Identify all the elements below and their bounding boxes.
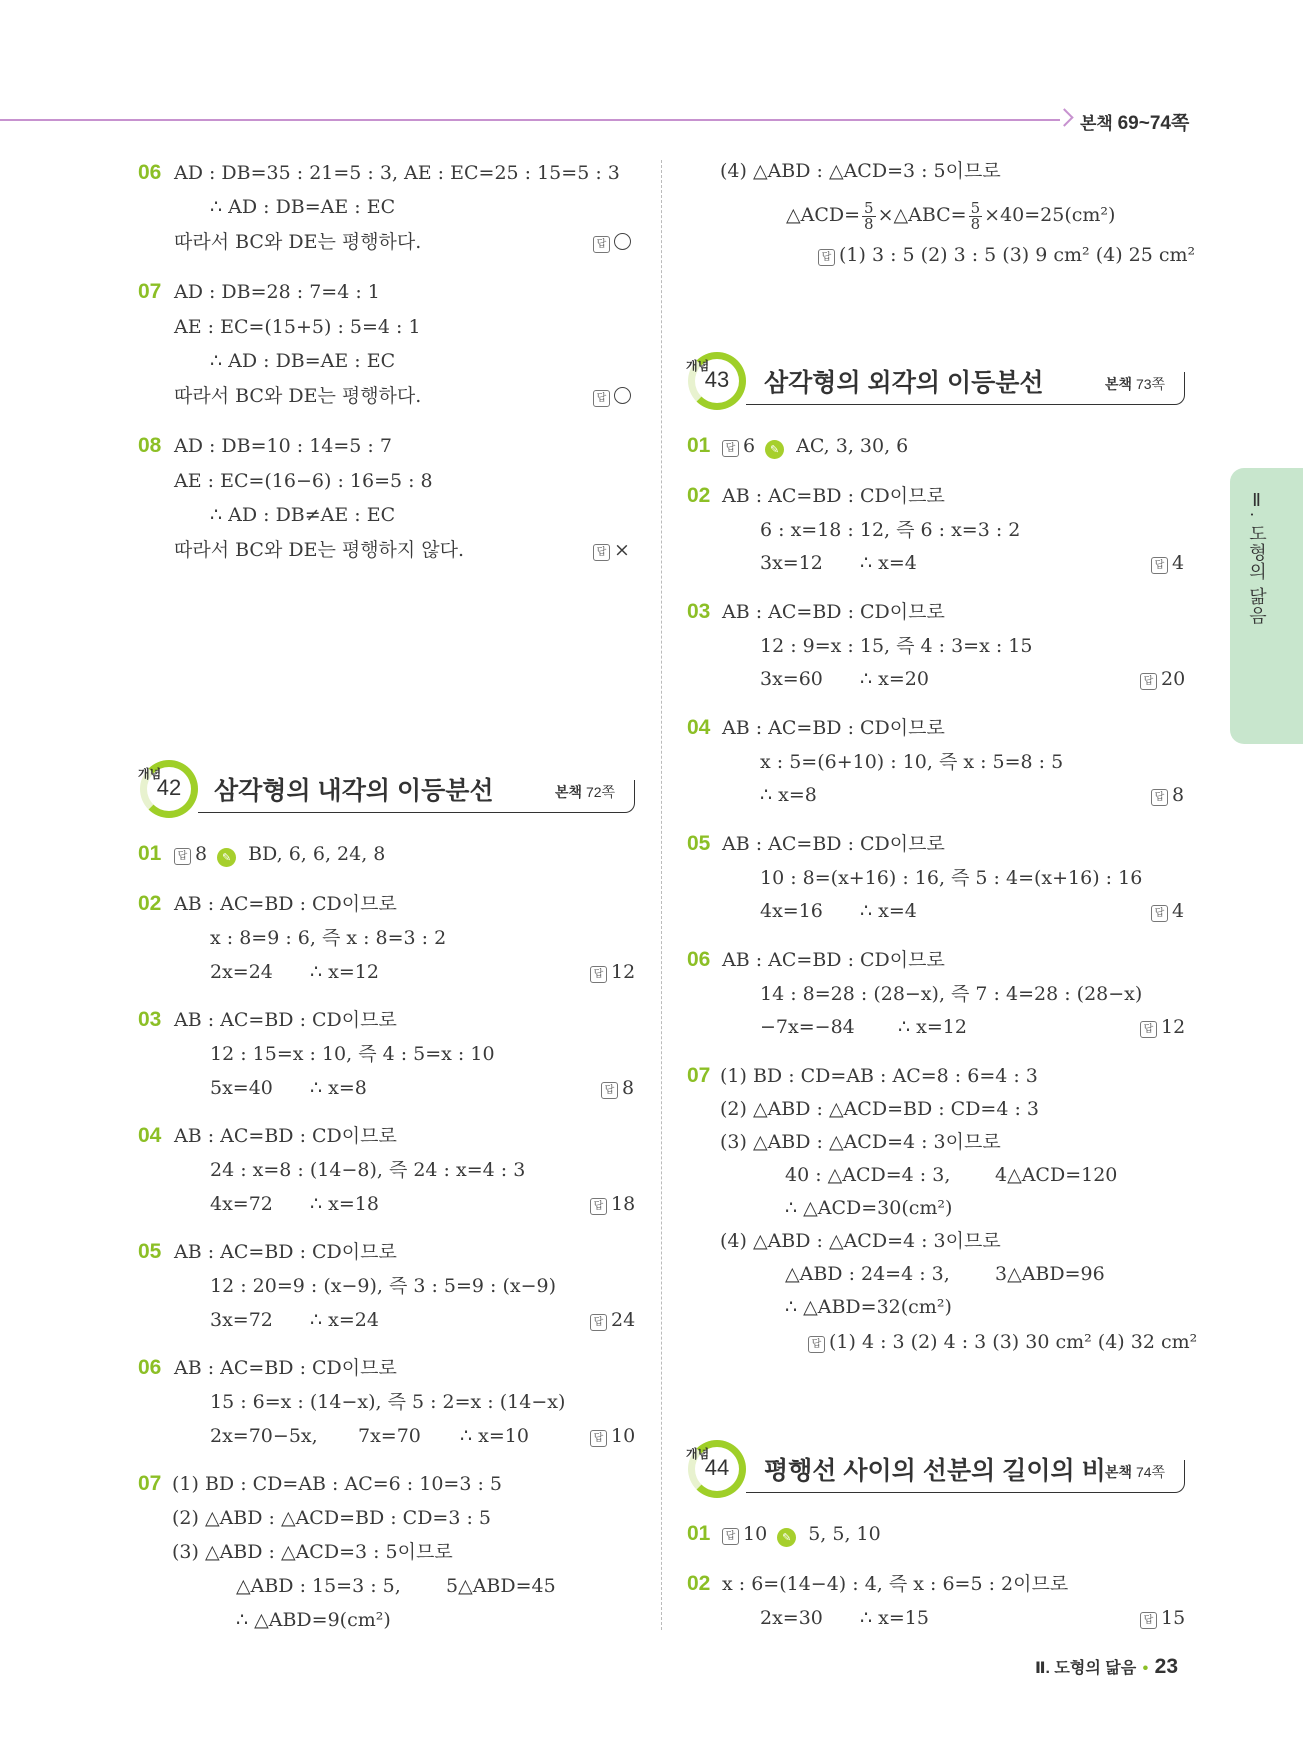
answer-icon: 답 [601, 1082, 618, 1099]
problem-number: 02 [138, 892, 162, 915]
section-underline-cap [1174, 1460, 1185, 1493]
problem-number: 01 [687, 1522, 711, 1545]
problem-number: 02 [687, 484, 711, 507]
answer-icon: 답 [1140, 1021, 1157, 1038]
answer-icon: 답 [590, 1430, 607, 1447]
section-number: 44 [704, 1455, 730, 1480]
answer [593, 384, 631, 408]
solution-line: 12 : 9=x : 15, 즉 4 : 3=x : 15 [760, 635, 1033, 657]
answer-icon: 답 [593, 390, 610, 407]
solution-line: AD : DB=35 : 21=5 : 3, AE : EC=25 : 15=5 : 3 [174, 162, 620, 184]
book-page-ref: 본책 69~74쪽 [1080, 113, 1190, 134]
circle-icon [614, 387, 631, 404]
solution-line: ∴ △ABD=32(cm²) [785, 1296, 952, 1318]
page-number: 23 [1154, 1655, 1179, 1678]
solution-line: AE : EC=(16−6) : 16=5 : 8 [174, 470, 433, 492]
solution-line: 4x=16 [760, 900, 823, 922]
answer: 답 18 [590, 1192, 635, 1216]
section-label: 개념 [686, 359, 710, 373]
solution-line: (1) BD : CD=AB : AC=8 : 6=4 : 3 [720, 1065, 1038, 1087]
solution-line: AD : DB=28 : 7=4 : 1 [174, 281, 380, 303]
solution-line: 12 : 20=9 : (x−9), 즉 3 : 5=9 : (x−9) [210, 1275, 557, 1297]
solution-line: (3) △ABD : △ACD=4 : 3이므로 [720, 1131, 1001, 1153]
problem-number: 04 [687, 716, 711, 739]
solution-line: ∴ x=20 [860, 668, 929, 690]
pencil-icon: ✎ [217, 848, 236, 867]
solution-line: 2x=30 [760, 1607, 823, 1629]
solution-line: −7x=−84 [760, 1016, 855, 1038]
problem-number: 02 [687, 1572, 711, 1595]
problem-number: 08 [138, 434, 162, 457]
answer: 답 12 [590, 960, 635, 984]
problem-number: 01 [138, 842, 162, 865]
answer-icon: 답 [1151, 905, 1168, 922]
solution-line: AE : EC=(15+5) : 5=4 : 1 [174, 316, 421, 338]
solution-line: AD : DB=10 : 14=5 : 7 [174, 435, 392, 457]
answer-icon: 답 [722, 440, 739, 457]
problem-number: 04 [138, 1124, 162, 1147]
fraction: $\frac{5}{8}$ [864, 198, 874, 233]
solution-line: AB : AC=BD : CD이므로 [722, 601, 945, 623]
answer: 답 8 [601, 1076, 634, 1100]
solution-line: 7x=70 [358, 1425, 421, 1447]
fraction: $\frac{5}{8}$ [970, 198, 981, 233]
chevron-right-icon [1055, 108, 1073, 126]
problem-number: 03 [687, 600, 711, 623]
section-page-ref: 본책 73쪽 [1105, 376, 1166, 392]
solution-line: ∴ △ACD=30(cm²) [785, 1197, 953, 1219]
problem-number: 06 [138, 161, 162, 184]
answer: 답 × [593, 538, 630, 562]
solution-line: ∴ x=10 [460, 1425, 529, 1447]
solution-line: AB : AC=BD : CD이므로 [722, 717, 945, 739]
solution-line: x : 8=9 : 6, 즉 x : 8=3 : 2 [210, 927, 447, 949]
solution-line: (1) BD : CD=AB : AC=6 : 10=3 : 5 [172, 1473, 502, 1495]
solution-line: x : 6=(14−4) : 4, 즉 x : 6=5 : 2이므로 [722, 1573, 1069, 1595]
solution-line: AB : AC=BD : CD이므로 [174, 1125, 397, 1147]
solution-line: x : 5=(6+10) : 10, 즉 x : 5=8 : 5 [760, 751, 1064, 773]
section-label: 개념 [686, 1447, 710, 1461]
answer-icon: 답 [1140, 673, 1157, 690]
solution-line: AB : AC=BD : CD이므로 [722, 485, 945, 507]
problem-number: 06 [687, 948, 711, 971]
solution-line: ∴ AD : DB≠AE : EC [210, 504, 396, 526]
answer: 답 15 [1140, 1606, 1185, 1630]
answer: 답 (1) 4 : 3 (2) 4 : 3 (3) 30 cm² (4) 32 cm² [808, 1330, 1197, 1354]
solution-line: 3x=60 [760, 668, 823, 690]
solution-line: 따라서 BC와 DE는 평행하다. [174, 231, 422, 253]
problem-number: 03 [138, 1008, 162, 1031]
solution-line: AB : AC=BD : CD이므로 [174, 1241, 397, 1263]
section-page-ref: 본책 72쪽 [555, 784, 616, 800]
circle-icon [614, 233, 631, 250]
solution-line: 3x=12 [760, 552, 823, 574]
section-number: 43 [704, 367, 730, 392]
solution-line: 14 : 8=28 : (28−x), 즉 7 : 4=28 : (28−x) [760, 983, 1143, 1005]
section-page-ref: 본책 74쪽 [1105, 1464, 1166, 1480]
solution-line: ∴ x=12 [310, 961, 379, 983]
answer: 답 12 [1140, 1015, 1185, 1039]
solution-line: AB : AC=BD : CD이므로 [174, 1009, 397, 1031]
solution-line: 12 : 15=x : 10, 즉 4 : 5=x : 10 [210, 1043, 495, 1065]
problem-number: 07 [138, 280, 162, 303]
answer: 답 4 [1151, 899, 1184, 923]
answer: 답 (1) 3 : 5 (2) 3 : 5 (3) 9 cm² (4) 25 cm² [818, 243, 1195, 267]
section-number: 42 [156, 775, 182, 800]
solution-line: AB : AC=BD : CD이므로 [174, 1357, 397, 1379]
solution-line: ∴ x=8 [310, 1077, 367, 1099]
solution-line: 10 : 8=(x+16) : 16, 즉 5 : 4=(x+16) : 16 [760, 867, 1143, 889]
header-rule [0, 119, 1060, 121]
answer-icon: 답 [722, 1528, 739, 1545]
problem-number: 07 [687, 1064, 711, 1087]
answer-icon: 답 [590, 1198, 607, 1215]
answer: 답 24 [590, 1308, 635, 1332]
solution-line: ∴ x=8 [760, 784, 817, 806]
section-underline-cap [624, 780, 635, 813]
solution-line: (2) △ABD : △ACD=BD : CD=4 : 3 [720, 1098, 1040, 1120]
solution-line: AB : AC=BD : CD이므로 [722, 949, 945, 971]
answer [593, 230, 631, 254]
answer-icon: 답 [174, 848, 191, 865]
answer-fill: 답 8 ✎ BD, 6, 6, 24, 8 [174, 842, 385, 867]
solution-line: ∴ x=4 [860, 900, 917, 922]
chapter-tab-label: Ⅱ. 도형의 닮음 [1247, 490, 1267, 626]
solution-line: ∴ x=18 [310, 1193, 379, 1215]
solution-line: 2x=24 [210, 961, 273, 983]
solution-line: AB : AC=BD : CD이므로 [174, 893, 397, 915]
problem-number: 05 [687, 832, 711, 855]
solution-line: 15 : 6=x : (14−x), 즉 5 : 2=x : (14−x) [210, 1391, 566, 1413]
answer-icon: 답 [818, 249, 835, 266]
solution-line: ∴ AD : DB=AE : EC [210, 350, 396, 372]
section-title: 삼각형의 외각의 이등분선 [764, 369, 1044, 397]
answer: 답 4 [1151, 551, 1184, 575]
solution-line: 4△ACD=120 [995, 1164, 1118, 1186]
answer-icon: 답 [590, 1314, 607, 1331]
solution-line: (2) △ABD : △ACD=BD : CD=3 : 5 [172, 1507, 492, 1529]
solution-line: ∴ x=12 [898, 1016, 967, 1038]
solution-line: △ABD : 15=3 : 5, [236, 1575, 401, 1597]
section-underline [746, 404, 1174, 405]
solution-line: ∴ △ABD=9(cm²) [236, 1609, 391, 1631]
answer-fill: 답 6 ✎ AC, 3, 30, 6 [722, 434, 908, 459]
section-title: 삼각형의 내각의 이등분선 [214, 777, 494, 805]
answer-icon: 답 [1151, 789, 1168, 806]
answer: 답 10 [590, 1424, 635, 1448]
answer-icon: 답 [808, 1336, 825, 1353]
solution-line: (3) △ABD : △ACD=3 : 5이므로 [172, 1541, 453, 1563]
solution-line: ∴ AD : DB=AE : EC [210, 196, 396, 218]
problem-number: 01 [687, 434, 711, 457]
pencil-icon: ✎ [765, 440, 784, 459]
solution-line: 따라서 BC와 DE는 평행하다. [174, 385, 422, 407]
column-divider [661, 160, 662, 1630]
problem-number: 06 [138, 1356, 162, 1379]
solution-line: △ABD : 24=4 : 3, [785, 1263, 950, 1285]
solution-line: 3x=72 [210, 1309, 273, 1331]
solution-line: 3△ABD=96 [995, 1263, 1105, 1285]
answer-icon: 답 [593, 236, 610, 253]
section-title: 평행선 사이의 선분의 길이의 비 [764, 1457, 1106, 1485]
answer: 답 20 [1140, 667, 1185, 691]
solution-line: 6 : x=18 : 12, 즉 6 : x=3 : 2 [760, 519, 1021, 541]
solution-line: 4x=72 [210, 1193, 273, 1215]
page-footer: Ⅱ. 도형의 닮음 • 23 [1035, 1655, 1179, 1678]
pencil-icon: ✎ [777, 1528, 796, 1547]
section-underline-cap [1174, 372, 1185, 405]
section-underline [746, 1492, 1174, 1493]
solution-line: ∴ x=24 [310, 1309, 379, 1331]
section-label: 개념 [138, 767, 162, 781]
solution-line: △ACD= $\frac{5}{8}$ ×△ABC= $\frac{5}{8}$ ×40=25(cm²) [786, 198, 1116, 233]
answer-icon: 답 [593, 544, 610, 561]
footer-chapter: Ⅱ. 도형의 닮음 [1035, 1660, 1137, 1677]
problem-number: 05 [138, 1240, 162, 1263]
solution-line: 2x=70−5x, [210, 1425, 318, 1447]
solution-line: 5x=40 [210, 1077, 273, 1099]
solution-line: 5△ABD=45 [446, 1575, 556, 1597]
solution-line: 24 : x=8 : (14−8), 즉 24 : x=4 : 3 [210, 1159, 526, 1181]
solution-line: AB : AC=BD : CD이므로 [722, 833, 945, 855]
solution-line: (4) △ABD : △ACD=3 : 5이므로 [720, 160, 1001, 182]
solution-line: (4) △ABD : △ACD=4 : 3이므로 [720, 1230, 1001, 1252]
answer-icon: 답 [1151, 557, 1168, 574]
answer-fill: 답 10 ✎ 5, 5, 10 [722, 1522, 881, 1547]
answer: 답 8 [1151, 783, 1184, 807]
solution-line: 40 : △ACD=4 : 3, [785, 1164, 951, 1186]
section-underline [198, 812, 624, 813]
solution-line: ∴ x=15 [860, 1607, 929, 1629]
solution-line: ∴ x=4 [860, 552, 917, 574]
answer-icon: 답 [590, 966, 607, 983]
solution-line: 따라서 BC와 DE는 평행하지 않다. [174, 539, 465, 561]
answer-icon: 답 [1140, 1612, 1157, 1629]
problem-number: 07 [138, 1472, 162, 1495]
